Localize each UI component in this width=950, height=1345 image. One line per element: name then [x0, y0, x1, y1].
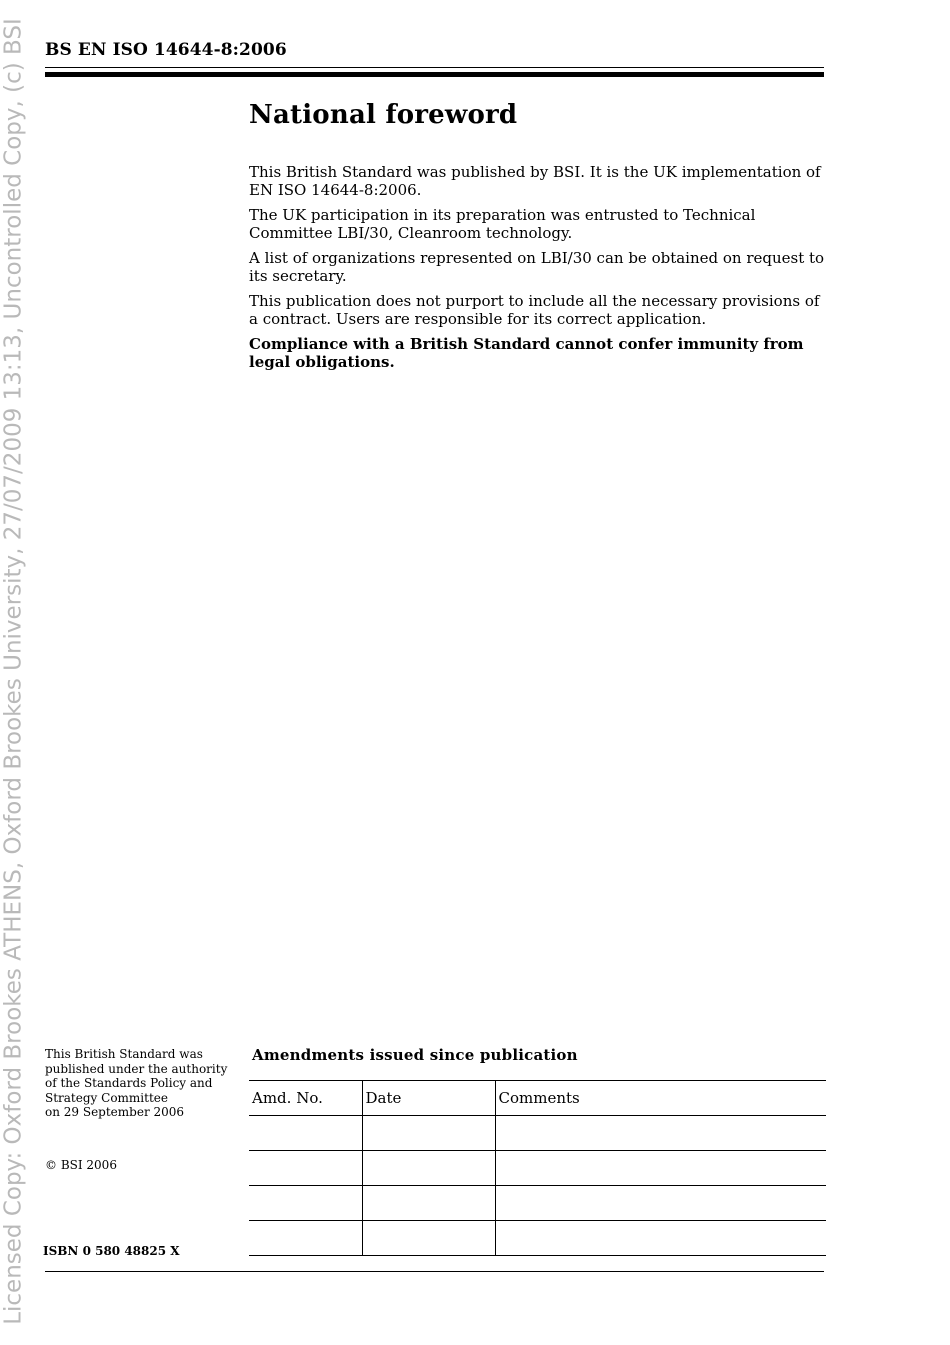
license-watermark: Licensed Copy: Oxford Brookes ATHENS, Oxford Brookes University, 27/07/2009 13:13, Uncontrolled Copy, (c) BSI	[0, 18, 27, 1325]
table-row	[249, 1116, 826, 1151]
footer-rule	[45, 1271, 824, 1272]
header-thin-rule	[45, 67, 824, 68]
publication-note-line: published under the authority	[45, 1061, 228, 1076]
foreword-paragraph: A list of organizations represented on LBI/30 can be obtained on request to its secretary.	[249, 249, 825, 285]
table-cell	[495, 1151, 826, 1186]
column-header-amd-no: Amd. No.	[249, 1081, 362, 1116]
header-thick-rule	[45, 72, 824, 77]
foreword-paragraph: This publication does not purport to include all the necessary provisions of a contract. Users are responsible for its correct application.	[249, 292, 820, 328]
document-id: BS EN ISO 14644-8:2006	[45, 40, 287, 60]
foreword-paragraph: This British Standard was published by BSI. It is the UK implementation of EN ISO 14644-8:2006.	[249, 163, 821, 199]
publication-note	[45, 1047, 235, 1120]
table-cell	[362, 1186, 495, 1221]
table-cell	[249, 1221, 362, 1256]
isbn: ISBN 0 580 48825 X	[43, 1244, 180, 1258]
page-title: National foreword	[249, 100, 518, 130]
publication-note-line: This British Standard was	[45, 1047, 203, 1061]
table-cell	[362, 1116, 495, 1151]
column-header-date: Date	[362, 1081, 495, 1116]
column-header-comments: Comments	[495, 1081, 826, 1116]
compliance-statement: Compliance with a British Standard cannot confer immunity from legal obligations.	[249, 335, 804, 371]
publication-note-line: on 29 September 2006	[45, 1105, 185, 1119]
table-row	[249, 1186, 826, 1221]
table-cell	[495, 1186, 826, 1221]
table-row	[249, 1151, 826, 1186]
table-cell	[362, 1151, 495, 1186]
amendments-table	[249, 1080, 826, 1256]
copyright-notice: © BSI 2006	[45, 1158, 117, 1172]
table-cell	[495, 1116, 826, 1151]
publication-note-line: of the Standards Policy and	[45, 1076, 213, 1090]
table-cell	[495, 1221, 826, 1256]
foreword-paragraph: The UK participation in its preparation was entrusted to Technical Committee LBI/30, Cleanroom technology.	[249, 206, 756, 242]
table-cell	[249, 1186, 362, 1221]
table-cell	[249, 1116, 362, 1151]
table-cell	[249, 1151, 362, 1186]
amendments-heading: Amendments issued since publication	[252, 1046, 578, 1064]
foreword-body	[249, 164, 829, 379]
table-cell	[362, 1221, 495, 1256]
table-header-row	[249, 1081, 826, 1116]
publication-note-line: Strategy Committee	[45, 1090, 168, 1105]
table-row	[249, 1221, 826, 1256]
